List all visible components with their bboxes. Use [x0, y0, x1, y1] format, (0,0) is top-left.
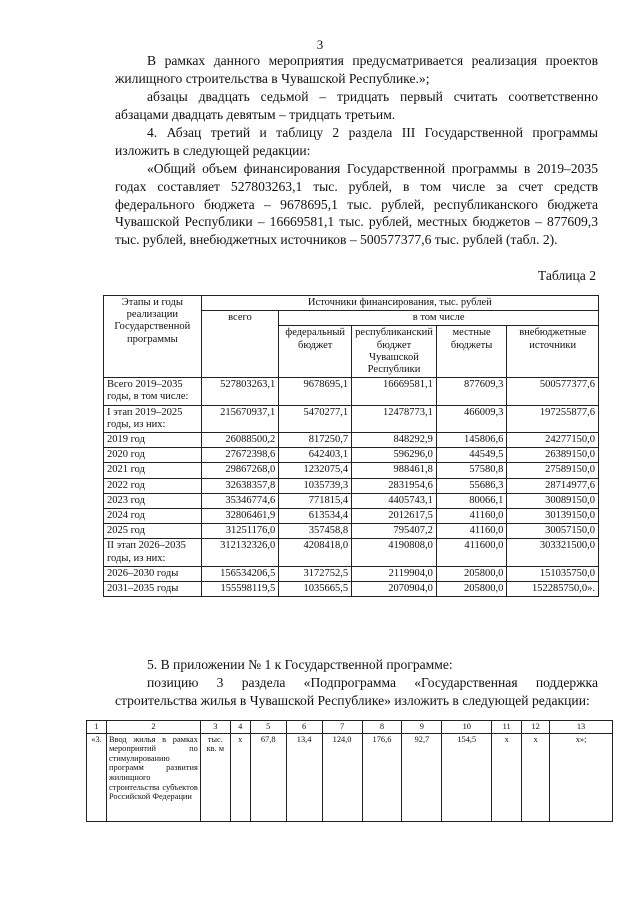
- table-row: [104, 433, 599, 448]
- paragraph-4: «Общий объем финансирования Государственной программы в 2019–2035 годах составляет 527803263,1 тыс. рублей, в том числе за счет средств федерального бюджета – 9678695,1 тыс. рублей, республиканского бюджета Чувашской Республики – 16669581,1 тыс. рублей, местных бюджетов – 877609,3 тыс. рублей, внебюджетных источников – 500577377,6 тыс. рублей (табл. 2).: [115, 161, 598, 248]
- row-federal: 5470277,1: [279, 405, 352, 432]
- cell-value: x: [522, 733, 550, 821]
- row-stage: 2020 год: [104, 448, 202, 463]
- table-row: [104, 478, 599, 493]
- row-republic: 596296,0: [352, 448, 437, 463]
- header-local: местные бюджеты: [436, 326, 506, 378]
- row-local: 205800,0: [436, 566, 506, 581]
- row-stage: I этап 2019–2025 годы, из них:: [104, 405, 202, 432]
- row-extra: 27589150,0: [507, 463, 599, 478]
- row-total: 35346774,6: [201, 493, 279, 508]
- table-2-label: Таблица 2: [537, 268, 596, 283]
- row-federal: 4208418,0: [279, 539, 352, 566]
- row-stage: 2019 год: [104, 433, 202, 448]
- row-local: 466009,3: [436, 405, 506, 432]
- row-total: 29867268,0: [201, 463, 279, 478]
- header-including: в том числе: [279, 311, 599, 326]
- row-extra: 197255877,6: [507, 405, 599, 432]
- row-local: 44549,5: [436, 448, 506, 463]
- row-local: 41160,0: [436, 509, 506, 524]
- table-row: [104, 539, 599, 566]
- paragraph-3: 4. Абзац третий и таблицу 2 раздела III Государственной программы изложить в следующей редакции:: [115, 125, 598, 158]
- row-extra: 152285750,0».: [507, 582, 599, 597]
- row-total: 155598119,5: [201, 582, 279, 597]
- row-extra: 30057150,0: [507, 524, 599, 539]
- header-total: всего: [201, 311, 279, 378]
- cell-value: 13,4: [286, 733, 322, 821]
- row-stage: 2024 год: [104, 509, 202, 524]
- cell-value: 154,5: [442, 733, 492, 821]
- row-extra: 30089150,0: [507, 493, 599, 508]
- row-total: 156534206,5: [201, 566, 279, 581]
- page-number: 3: [316, 37, 324, 52]
- row-republic: 795407,2: [352, 524, 437, 539]
- table-row: [104, 582, 599, 597]
- table-row: [104, 524, 599, 539]
- row-republic: 2012617,5: [352, 509, 437, 524]
- row-stage: 2031–2035 годы: [104, 582, 202, 597]
- cell-value: x: [230, 733, 250, 821]
- header-sources: Источники финансирования, тыс. рублей: [201, 296, 598, 311]
- financing-table: [103, 295, 599, 597]
- cell-value: 124,0: [322, 733, 362, 821]
- col-number: 7: [322, 721, 362, 734]
- row-local: 80066,1: [436, 493, 506, 508]
- cell-value: x: [492, 733, 522, 821]
- appendix-table: [86, 720, 613, 822]
- row-total: 527803263,1: [201, 378, 279, 405]
- col-number: 11: [492, 721, 522, 734]
- col-number: 2: [106, 721, 200, 734]
- row-stage: 2023 год: [104, 493, 202, 508]
- cell-value: 92,7: [402, 733, 442, 821]
- row-federal: 817250,7: [279, 433, 352, 448]
- row-total: 32638357,8: [201, 478, 279, 493]
- row-local: 411600,0: [436, 539, 506, 566]
- cell-value: 67,8: [250, 733, 286, 821]
- row-federal: 357458,8: [279, 524, 352, 539]
- col-number: 6: [286, 721, 322, 734]
- row-local: 57580,8: [436, 463, 506, 478]
- appendix-data-row: [87, 733, 613, 821]
- row-republic: 848292,9: [352, 433, 437, 448]
- row-federal: 1035739,3: [279, 478, 352, 493]
- col-number: 3: [200, 721, 230, 734]
- cell-description: Ввод жилья в рамках мероприятий по стимулированию программ развития жилищного строительства субъектов Российской Федерации: [106, 733, 200, 821]
- row-extra: 28714977,6: [507, 478, 599, 493]
- row-local: 145806,6: [436, 433, 506, 448]
- row-republic: 4190808,0: [352, 539, 437, 566]
- col-number: 1: [87, 721, 107, 734]
- row-extra: 26389150,0: [507, 448, 599, 463]
- paragraph-6: позицию 3 раздела «Подпрограмма «Государственная поддержка строительства жилья в Чувашской Республике» изложить в следующей редакции:: [115, 675, 598, 708]
- row-republic: 2119904,0: [352, 566, 437, 581]
- cell-value: 176,6: [362, 733, 402, 821]
- row-republic: 4405743,1: [352, 493, 437, 508]
- row-local: 877609,3: [436, 378, 506, 405]
- row-federal: 3172752,5: [279, 566, 352, 581]
- row-republic: 2831954,6: [352, 478, 437, 493]
- row-stage: 2021 год: [104, 463, 202, 478]
- row-stage: 2026–2030 годы: [104, 566, 202, 581]
- table-row: [104, 493, 599, 508]
- cell-position: «3.: [87, 733, 107, 821]
- header-extra: внебюджетные источники: [507, 326, 599, 378]
- row-stage: II этап 2026–2035 годы, из них:: [104, 539, 202, 566]
- row-extra: 500577377,6: [507, 378, 599, 405]
- col-number: 4: [230, 721, 250, 734]
- row-extra: 151035750,0: [507, 566, 599, 581]
- row-local: 41160,0: [436, 524, 506, 539]
- row-extra: 303321500,0: [507, 539, 599, 566]
- table-row: [104, 448, 599, 463]
- cell-unit: тыс. кв. м: [200, 733, 230, 821]
- col-number: 5: [250, 721, 286, 734]
- table-row: [104, 405, 599, 432]
- table-row: [104, 378, 599, 405]
- row-federal: 9678695,1: [279, 378, 352, 405]
- row-total: 215670937,1: [201, 405, 279, 432]
- col-number: 13: [550, 721, 613, 734]
- row-federal: 771815,4: [279, 493, 352, 508]
- row-local: 205800,0: [436, 582, 506, 597]
- row-republic: 12478773,1: [352, 405, 437, 432]
- col-number: 9: [402, 721, 442, 734]
- header-stage: Этапы и годы реализации Государственной программы: [104, 296, 202, 378]
- row-total: 312132326,0: [201, 539, 279, 566]
- row-local: 55686,3: [436, 478, 506, 493]
- row-republic: 16669581,1: [352, 378, 437, 405]
- row-total: 31251176,0: [201, 524, 279, 539]
- table-row: [104, 463, 599, 478]
- paragraph-2: абзацы двадцать седьмой – тридцать первый считать соответственно абзацами двадцать девятым – тридцать третьим.: [115, 89, 598, 122]
- row-total: 32806461,9: [201, 509, 279, 524]
- row-federal: 1232075,4: [279, 463, 352, 478]
- row-stage: 2022 год: [104, 478, 202, 493]
- row-total: 26088500,2: [201, 433, 279, 448]
- row-republic: 988461,8: [352, 463, 437, 478]
- paragraph-5: 5. В приложении № 1 к Государственной программе:: [147, 657, 453, 672]
- cell-value: x»;: [550, 733, 613, 821]
- row-republic: 2070904,0: [352, 582, 437, 597]
- col-number: 10: [442, 721, 492, 734]
- col-number: 12: [522, 721, 550, 734]
- table-row: [104, 566, 599, 581]
- paragraph-1: В рамках данного мероприятия предусматривается реализация проектов жилищного строительства в Чувашской Республике.»;: [115, 53, 598, 86]
- appendix-header-row: [87, 721, 613, 734]
- row-federal: 1035665,5: [279, 582, 352, 597]
- row-total: 27672398,6: [201, 448, 279, 463]
- table-row: [104, 509, 599, 524]
- col-number: 8: [362, 721, 402, 734]
- row-federal: 613534,4: [279, 509, 352, 524]
- header-republic: республиканский бюджет Чувашской Республики: [352, 326, 437, 378]
- row-stage: Всего 2019–2035 годы, в том числе:: [104, 378, 202, 405]
- row-stage: 2025 год: [104, 524, 202, 539]
- row-extra: 30139150,0: [507, 509, 599, 524]
- row-extra: 24277150,0: [507, 433, 599, 448]
- header-federal: федеральный бюджет: [279, 326, 352, 378]
- row-federal: 642403,1: [279, 448, 352, 463]
